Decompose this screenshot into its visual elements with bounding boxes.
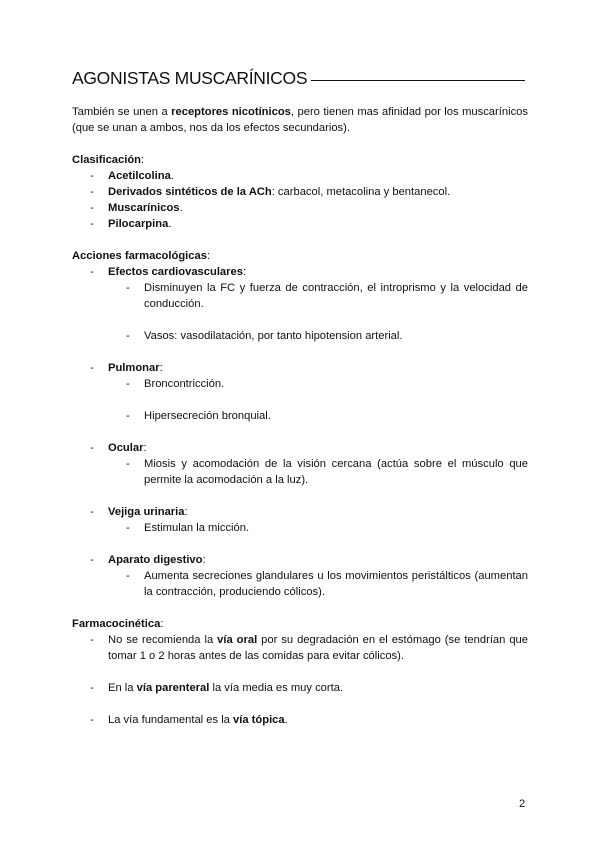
bullet-dash: - bbox=[90, 202, 94, 214]
bullet-dash: - bbox=[90, 634, 94, 646]
section-acciones-title: Acciones farmacológicas: bbox=[72, 250, 211, 262]
list-item: - En la vía parenteral la vía media es muy corta. bbox=[90, 682, 344, 694]
list-item: - Aumenta secreciones glandulares u los movimientos peristálticos (aumentan la contracción, produciendo cólicos). bbox=[126, 570, 528, 598]
intro-text-end: , pero tienen mas afinidad por los muscarínicos (que se unan a ambos, nos da los efectos secundarios). bbox=[72, 106, 528, 134]
intro-bold-term: receptores nicotínicos bbox=[171, 106, 291, 118]
list-item: - Estimulan la micción. bbox=[126, 522, 250, 534]
page-title: AGONISTAS MUSCARÍNICOS bbox=[72, 68, 308, 88]
section-farmacocinetica-title: Farmacocinética: bbox=[72, 618, 164, 630]
bullet-dash: - bbox=[90, 442, 94, 454]
list-item: - Hipersecreción bronquial. bbox=[126, 410, 271, 422]
document-body bbox=[72, 104, 528, 728]
list-item: - Broncontricción. bbox=[126, 378, 225, 390]
bullet-dash: - bbox=[126, 410, 130, 422]
subsection-digestivo: - Aparato digestivo: bbox=[90, 554, 206, 566]
bullet-dash: - bbox=[126, 458, 130, 470]
page-number: 2 bbox=[519, 798, 526, 810]
bullet-dash: - bbox=[126, 282, 130, 294]
list-item: - Muscarínicos. bbox=[90, 202, 183, 214]
bullet-dash: - bbox=[90, 186, 94, 198]
list-item: - Derivados sintéticos de la ACh: carbacol, metacolina y bentanecol. bbox=[90, 186, 451, 198]
list-item: - Acetilcolina. bbox=[90, 170, 174, 182]
bullet-dash: - bbox=[126, 570, 130, 582]
title-underline-rule bbox=[311, 80, 525, 81]
bullet-dash: - bbox=[90, 218, 94, 230]
list-item: - La vía fundamental es la vía tópica. bbox=[90, 714, 288, 726]
bullet-dash: - bbox=[90, 170, 94, 182]
subsection-vejiga: - Vejiga urinaria: bbox=[90, 506, 188, 518]
section-clasificacion-title: Clasificación: bbox=[72, 154, 145, 166]
bullet-dash: - bbox=[90, 362, 94, 374]
list-item: - Pilocarpina. bbox=[90, 218, 172, 230]
subsection-cardiovascular: - Efectos cardiovasculares: bbox=[90, 266, 247, 278]
bullet-dash: - bbox=[126, 330, 130, 342]
page-title-row bbox=[72, 68, 532, 89]
subsection-pulmonar: - Pulmonar: bbox=[90, 362, 163, 374]
list-item: - No se recomienda la vía oral por su degradación en el estómago (se tendrían que tomar 1 o 2 horas antes de las comidas para evitar cólicos). bbox=[90, 634, 528, 662]
bullet-dash: - bbox=[126, 378, 130, 390]
subsection-ocular: - Ocular: bbox=[90, 442, 147, 454]
list-item: - Vasos: vasodilatación, por tanto hipotension arterial. bbox=[126, 330, 403, 342]
bullet-dash: - bbox=[90, 554, 94, 566]
intro-paragraph bbox=[72, 104, 528, 136]
bullet-dash: - bbox=[90, 714, 94, 726]
list-item: - Miosis y acomodación de la visión cercana (actúa sobre el músculo que permite la acomodación a la luz). bbox=[126, 458, 528, 486]
bullet-dash: - bbox=[90, 506, 94, 518]
bullet-dash: - bbox=[90, 266, 94, 278]
list-item: - Disminuyen la FC y fuerza de contracción, el introprismo y la velocidad de conducción. bbox=[126, 282, 528, 310]
bullet-dash: - bbox=[90, 682, 94, 694]
intro-text: También se unen a bbox=[72, 106, 172, 118]
bullet-dash: - bbox=[126, 522, 130, 534]
